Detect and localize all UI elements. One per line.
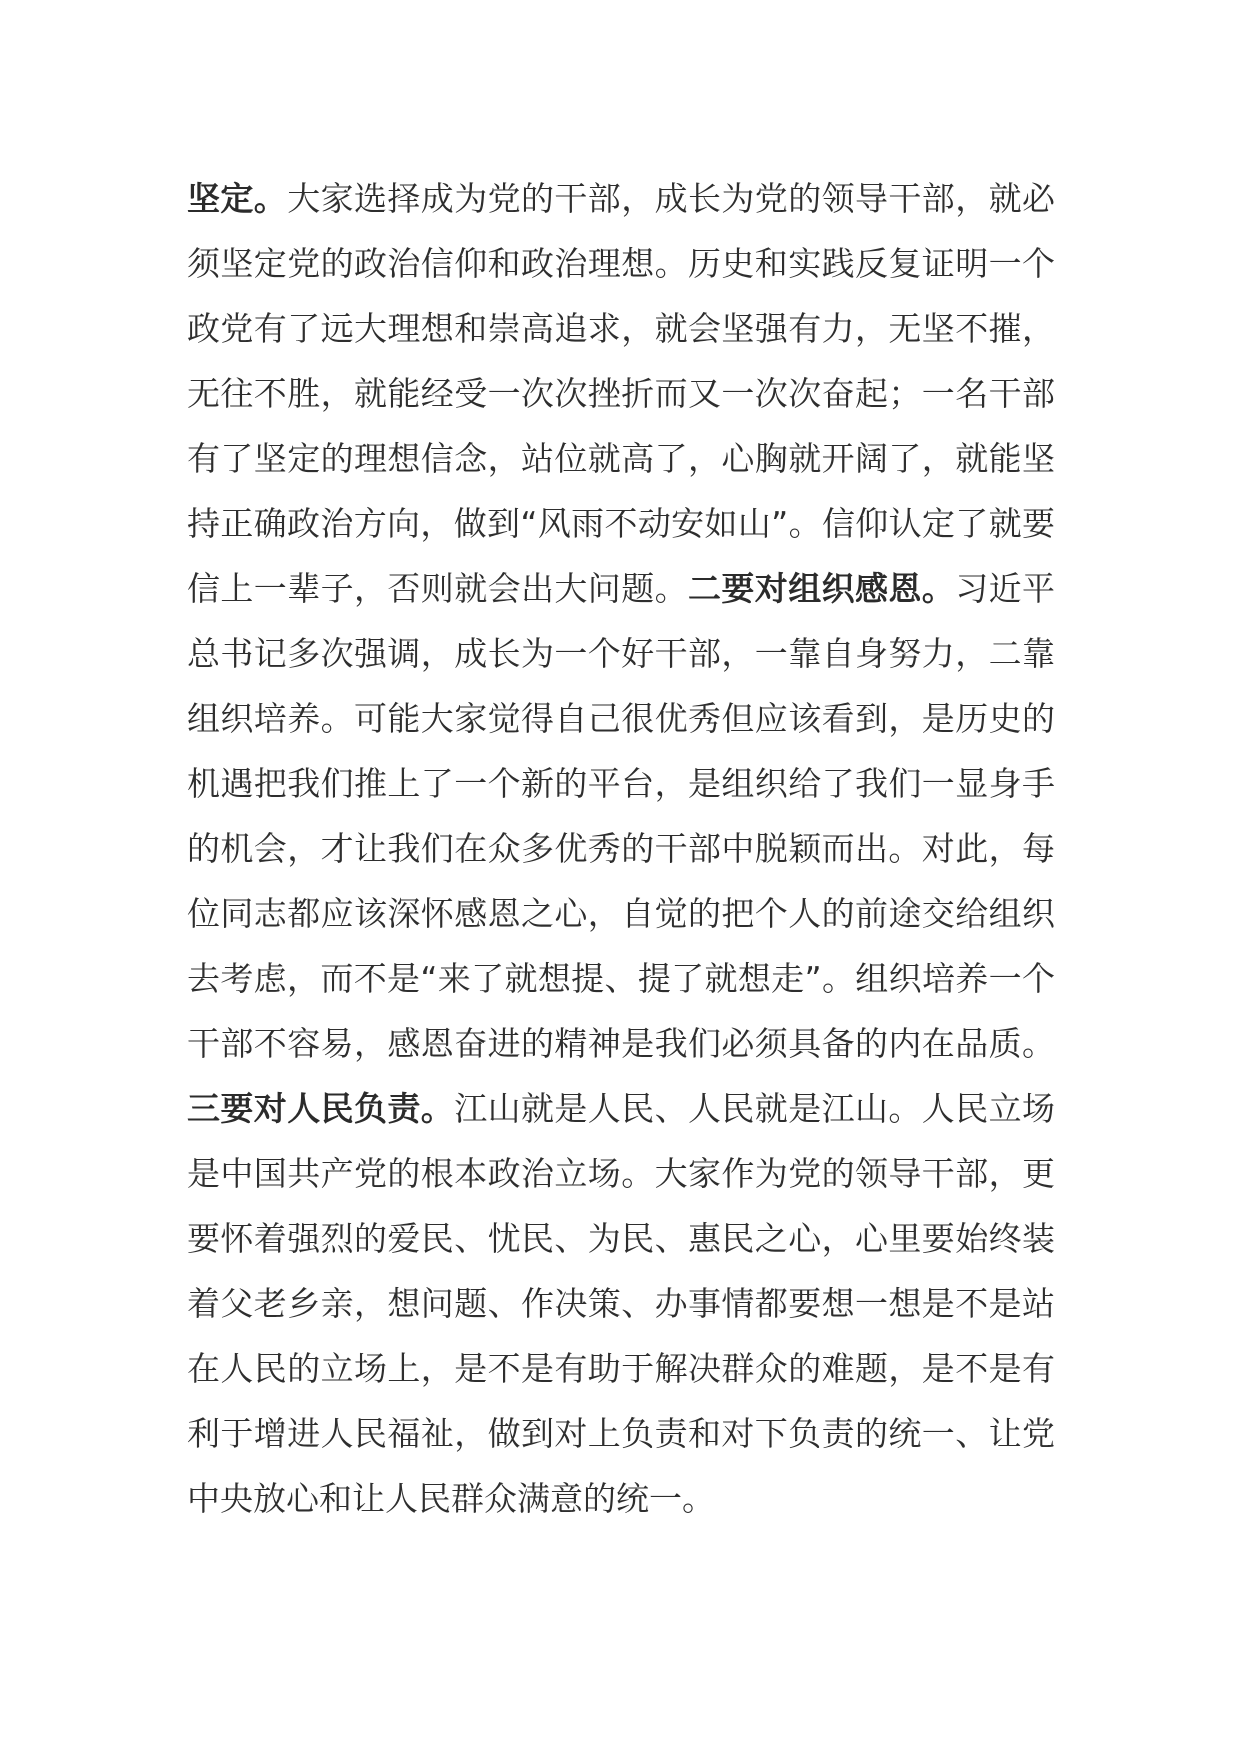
bold-lead-firm: 坚定。 (187, 179, 288, 218)
bold-lead-gratitude-to-organization: 二要对组织感恩。 (688, 569, 956, 608)
body-paragraph (187, 166, 1055, 1531)
text-segment-people: 江山就是人民、人民就是江山。人民立场是中国共产党的根本政治立场。大家作为党的领导干部，更要怀着强烈的爱民、忧民、为民、惠民之心，心里要始终装着父老乡亲，想问题、作决策、办事情都要想一想是不是站在人民的立场上，是不是有助于解决群众的难题，是不是有利于增进人民福祉，做到对上负责和对下负责的统一、让党中央放心和让人民群众满意的统一。 (187, 1089, 1056, 1518)
bold-lead-responsible-to-people: 三要对人民负责。 (187, 1089, 455, 1128)
text-segment-ideals: 大家选择成为党的干部，成长为党的领导干部，就必须坚定党的政治信仰和政治理想。历史和实践反复证明一个政党有了远大理想和崇高追求，就会坚强有力，无坚不摧，无往不胜，就能经受一次次挫折而又一次次奋起；一名干部有了坚定的理想信念，站位就高了，心胸就开阔了，就能坚持正确政治方向，做到“风雨不动安如山”。信仰认定了就要信上一辈子，否则就会出大问题。 (187, 179, 1056, 608)
text-segment-gratitude: 习近平总书记多次强调，成长为一个好干部，一靠自身努力，二靠组织培养。可能大家觉得自己很优秀但应该看到，是历史的机遇把我们推上了一个新的平台，是组织给了我们一显身手的机会，才让我们在众多优秀的干部中脱颖而出。对此，每位同志都应该深怀感恩之心，自觉的把个人的前途交给组织去考虑，而不是“来了就想提、提了就想走”。组织培养一个干部不容易，感恩奋进的精神是我们必须具备的内在品质。 (187, 569, 1056, 1063)
